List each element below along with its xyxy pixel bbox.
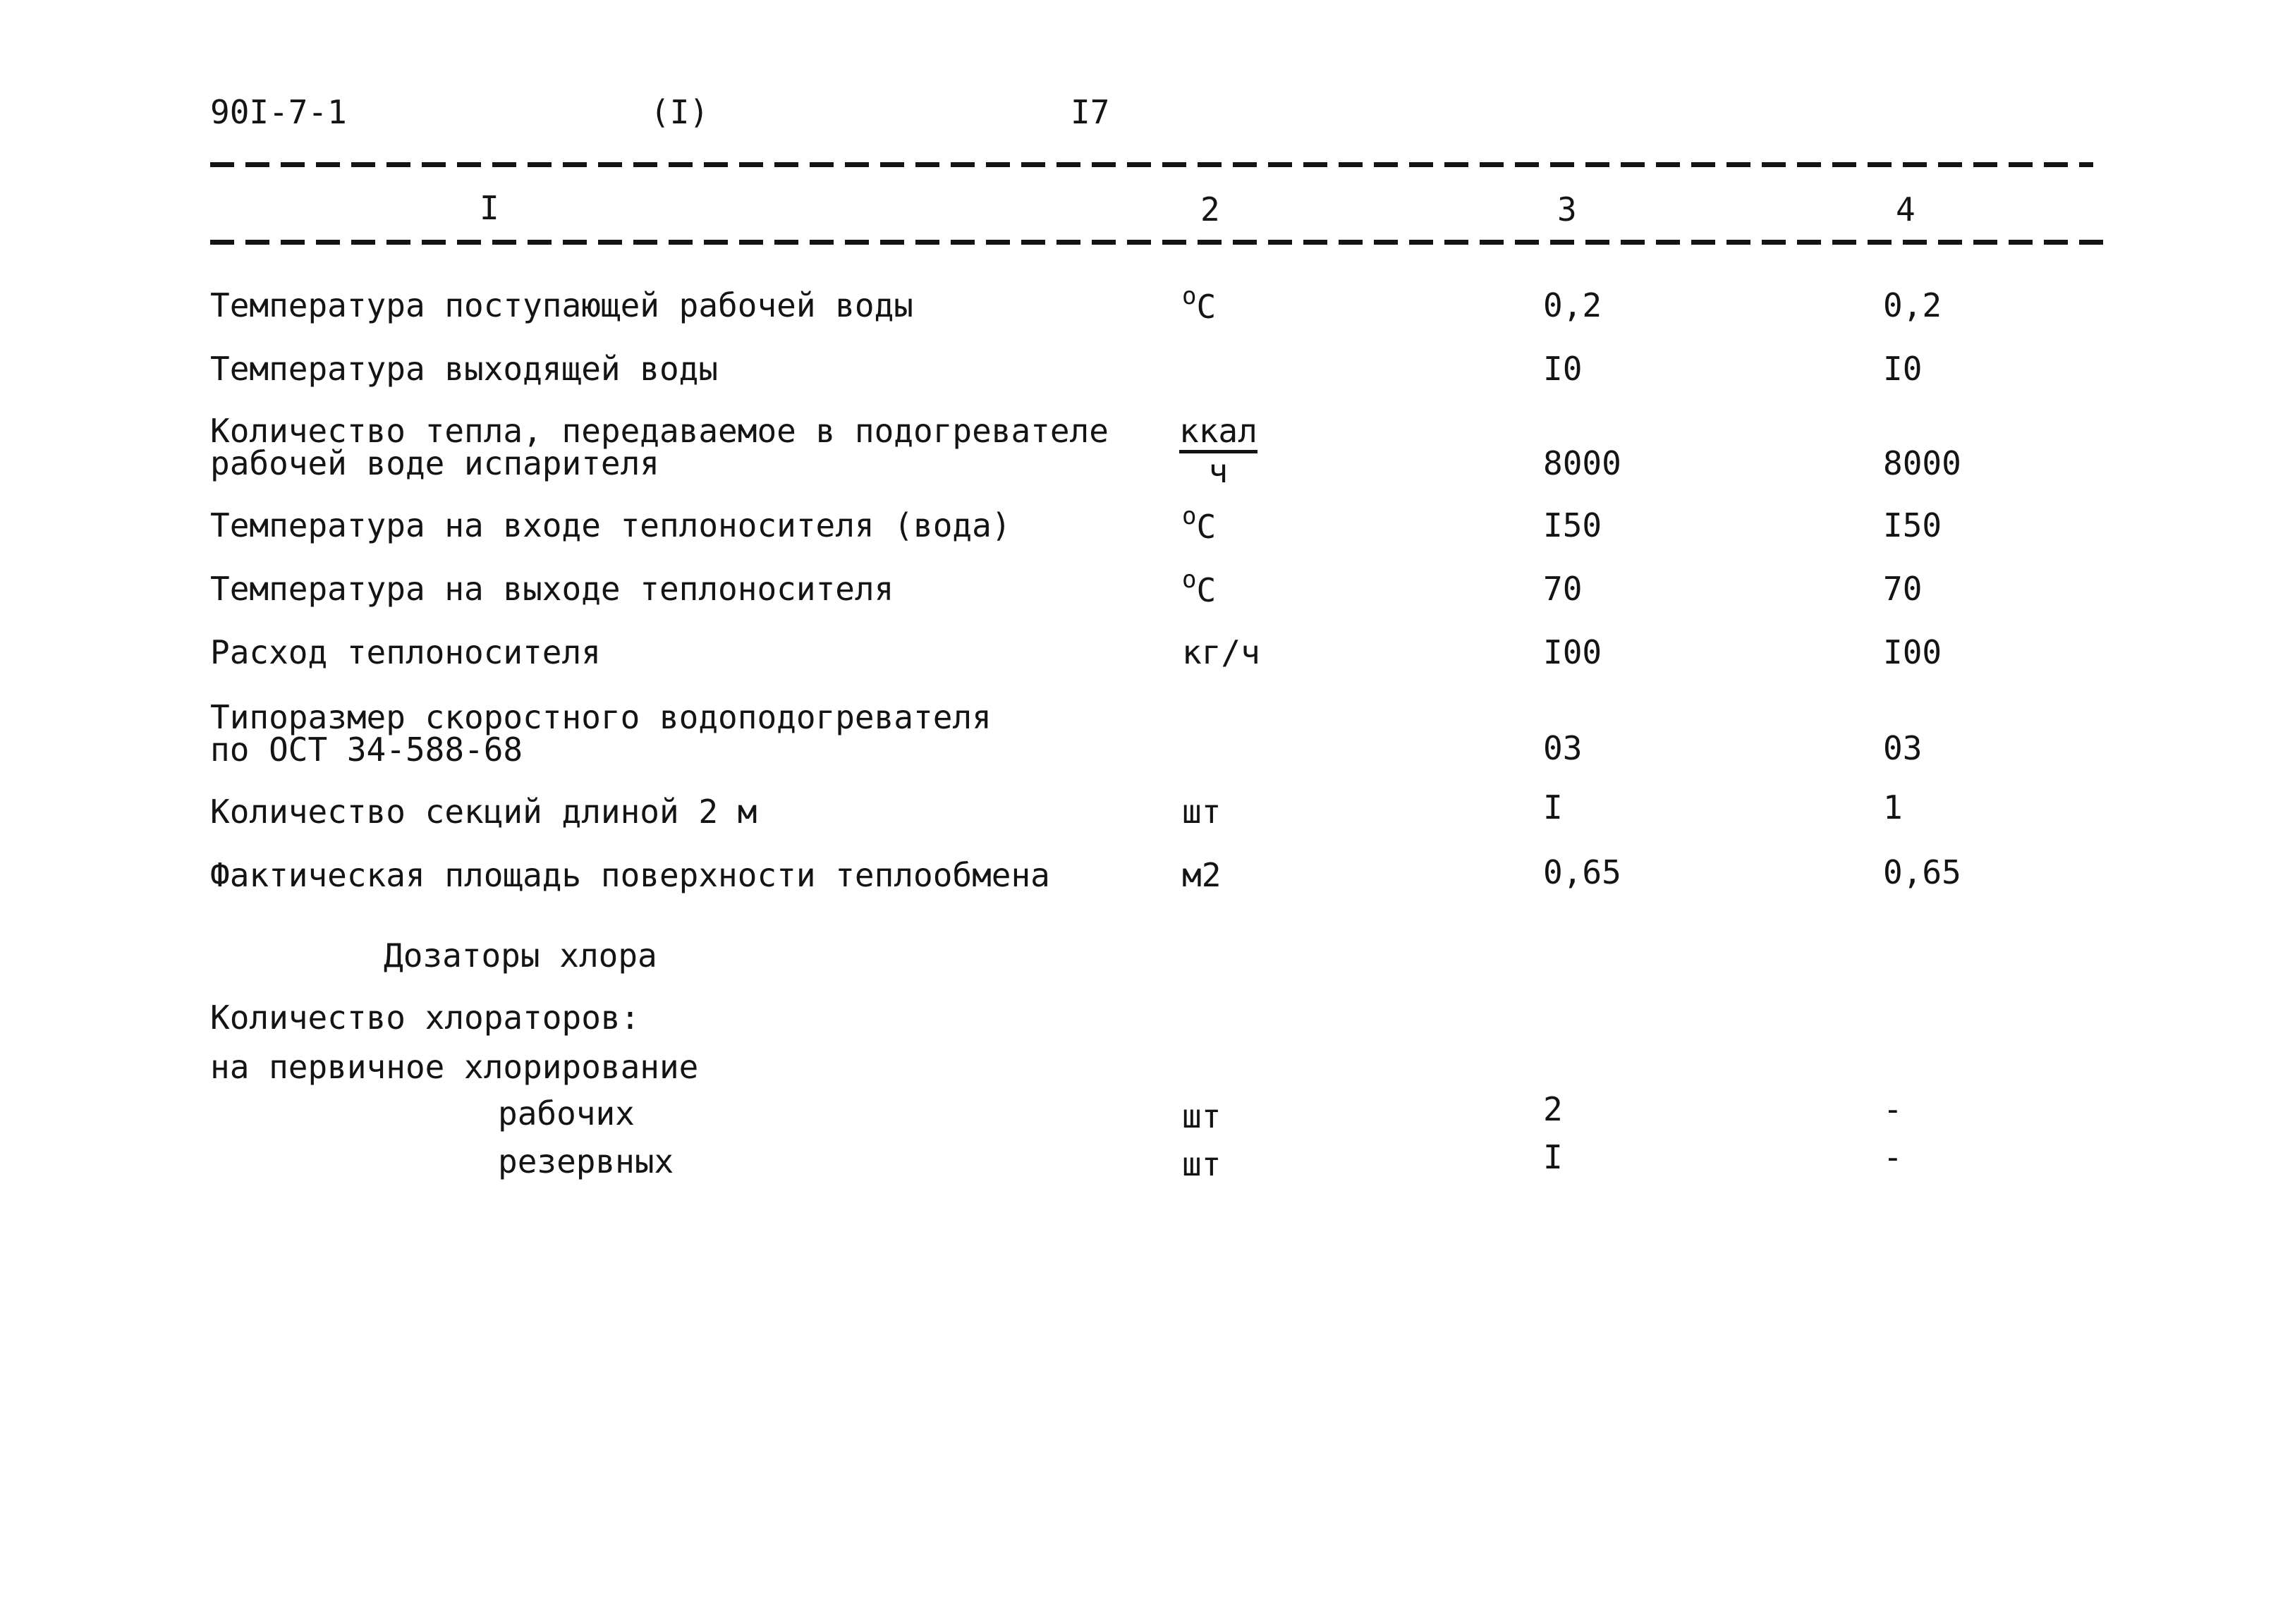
row-value-col4: I00 xyxy=(1883,633,1942,671)
page-number: I7 xyxy=(1071,93,1110,131)
sub-row-label: рабочих xyxy=(498,1094,635,1132)
row-value-col3: I xyxy=(1543,788,1563,826)
row-label: Температура выходящей воды xyxy=(210,350,719,388)
row-value-col4: 70 xyxy=(1883,570,1923,608)
row-value-col4: 1 xyxy=(1883,788,1903,826)
section-title: Дозаторы хлора xyxy=(384,936,657,975)
row-value-col4: 0,2 xyxy=(1883,286,1942,324)
row-unit: кг/ч xyxy=(1182,633,1260,671)
row-value-col3: 70 xyxy=(1543,570,1583,608)
row-unit xyxy=(1182,282,1216,326)
row-unit xyxy=(1182,566,1216,609)
row-unit xyxy=(1182,502,1216,546)
row-value-col4: I50 xyxy=(1883,506,1942,544)
doc-code: 90I-7-1 xyxy=(210,93,347,131)
sub-row-unit: шт xyxy=(1182,1097,1222,1135)
row-label: Температура на входе теплоносителя (вода) xyxy=(210,506,1011,544)
row-label: Количество секций длиной 2 м xyxy=(210,793,757,831)
unit-c: C xyxy=(1196,288,1217,326)
degree-sign: o xyxy=(1182,282,1197,310)
row-value-col3: I0 xyxy=(1543,350,1583,388)
sub-row-unit: шт xyxy=(1182,1145,1222,1183)
row-label: Температура поступающей рабочей воды xyxy=(210,286,913,324)
sub-row-value-col3: 2 xyxy=(1543,1090,1563,1128)
row-label: Температура на выходе теплоносителя xyxy=(210,570,894,608)
row-value-col3: 8000 xyxy=(1543,444,1621,482)
row-label: Типоразмер скоростного водоподогревателя xyxy=(210,698,992,736)
sub-row-value-col3: I xyxy=(1543,1138,1563,1176)
column-header-2: 2 xyxy=(1200,190,1220,228)
table-top-rule xyxy=(210,162,2093,167)
unit-numerator: ккал xyxy=(1179,415,1257,453)
column-header-1: I xyxy=(480,189,499,227)
unit-c: C xyxy=(1196,508,1217,546)
row-unit: м2 xyxy=(1182,856,1222,894)
column-header-4: 4 xyxy=(1896,190,1916,228)
row-value-col4: 8000 xyxy=(1883,444,1961,482)
row-value-col3: 03 xyxy=(1543,729,1583,767)
table-header-rule xyxy=(210,240,2107,245)
row-value-col4: 03 xyxy=(1883,729,1923,767)
row-value-col3: 0,65 xyxy=(1543,853,1621,891)
row-value-col3: I50 xyxy=(1543,506,1602,544)
degree-sign: o xyxy=(1182,566,1197,594)
part-number: (I) xyxy=(650,93,709,131)
row-value-col3: 0,2 xyxy=(1543,286,1602,324)
sub-row-label: резервных xyxy=(498,1142,674,1180)
unit-c: C xyxy=(1196,571,1217,609)
row-value-col4: 0,65 xyxy=(1883,853,1961,891)
section-count-label: Количество хлораторов: xyxy=(210,999,640,1037)
row-unit-fraction xyxy=(1179,412,1257,490)
sub-row-value-col4: - xyxy=(1883,1138,1903,1176)
section-primary-label: на первичное хлорирование xyxy=(210,1048,699,1086)
column-header-3: 3 xyxy=(1557,190,1577,228)
unit-denominator: ч xyxy=(1208,452,1229,490)
row-label-line2: по ОСТ 34-588-68 xyxy=(210,731,523,769)
row-label-line2: рабочей воде испарителя xyxy=(210,444,659,482)
row-label: Фактическая площадь поверхности теплообмена xyxy=(210,856,1050,894)
row-label: Расход теплоносителя xyxy=(210,633,601,671)
row-label: Количество тепла, передаваемое в подогревателе xyxy=(210,412,1109,450)
row-unit: шт xyxy=(1182,793,1222,831)
sub-row-value-col4: - xyxy=(1883,1090,1903,1128)
row-value-col3: I00 xyxy=(1543,633,1602,671)
row-value-col4: I0 xyxy=(1883,350,1923,388)
degree-sign: o xyxy=(1182,502,1197,530)
